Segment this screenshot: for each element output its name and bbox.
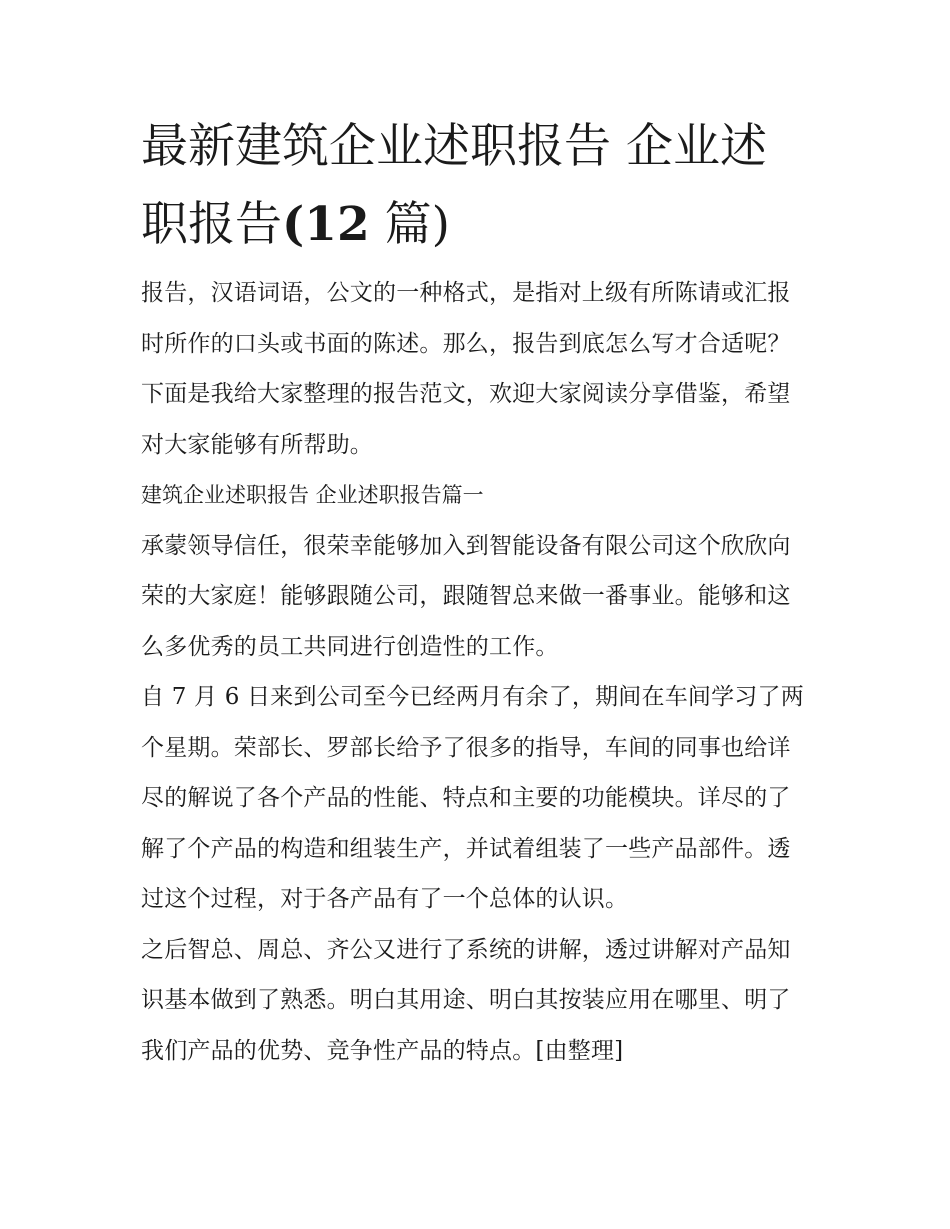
- body-paragraph-3: 之后智总、周总、齐公又进行了系统的讲解，透过讲解对产品知识基本做到了熟悉。明白其用途、明白其按装应用在哪里、明了我们产品的优势、竞争性产品的特点。[由整理]: [141, 936, 791, 1064]
- section-heading: 建筑企业述职报告 企业述职报告篇一: [141, 483, 484, 507]
- intro-paragraph: 报告，汉语词语，公文的一种格式，是指对上级有所陈请或汇报时所作的口头或书面的陈述。那么，报告到底怎么写才合适呢？下面是我给大家整理的报告范文，欢迎大家阅读分享借鉴，希望对大家能够有所帮助。: [141, 280, 791, 458]
- title-main: 最新建筑企业述职报告 企业述职报告: [141, 119, 767, 252]
- document-page: [141, 108, 813, 1076]
- title-tail: 篇): [369, 197, 450, 252]
- title-number: (12: [282, 197, 370, 252]
- document-title: [141, 108, 813, 264]
- body-paragraph-2: 自 7 月 6 日来到公司至今已经两月有余了，期间在车间学习了两个星期。荣部长、罗部长给予了很多的指导，车间的同事也给详尽的解说了各个产品的性能、特点和主要的功能模块。详尽的了解了个产品的构造和组装生产，并试着组装了一些产品部件。透过这个过程，对于各产品有了一个总体的认识。: [141, 684, 804, 912]
- body-paragraph-1: 承蒙领导信任，很荣幸能够加入到智能设备有限公司这个欣欣向荣的大家庭！能够跟随公司，跟随智总来做一番事业。能够和这么多优秀的员工共同进行创造性的工作。: [141, 532, 791, 660]
